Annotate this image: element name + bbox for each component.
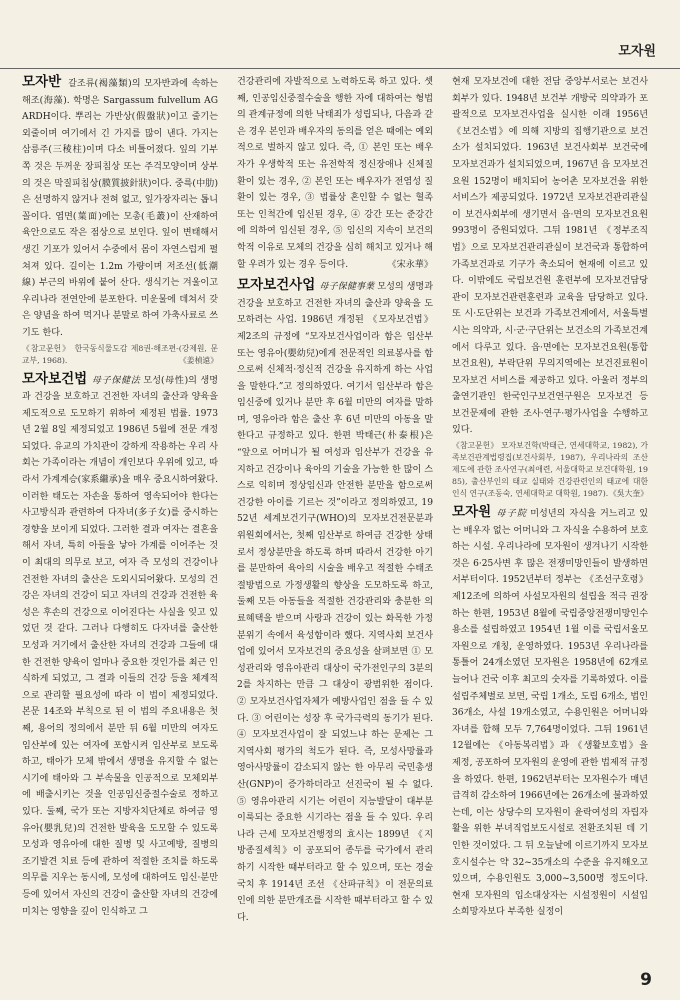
entry-headword: 모자보건법 <box>22 370 88 387</box>
column-2 <box>237 74 433 930</box>
entry-mojabogeonsaeop-cont <box>452 74 648 500</box>
entry-original: 母子院 <box>495 509 528 520</box>
entry-mojaban <box>22 74 218 367</box>
header-rule <box>0 68 680 69</box>
reference-text: 《참고문헌》 한국동식물도감 제8권-해조편-(강제원, 문교부, 1968). <box>22 343 218 365</box>
reference-text: 《참고문헌》 모자보건학(박태근, 연세대학교, 1982), 가족보건관계법령집(보건사회부, 1987), 우리나라의 조산제도에 관한 조사연구(최애련, 서울대학교 보건대학원, 1985), 출산부인의 태교 실태와 건강관련인의 태교에 대한 인식 연구(조동숙, 연세대학교 대학원, 1987). <box>452 441 649 499</box>
page-number: 9 <box>640 970 652 990</box>
entry-body: 모성(母性)의 생명과 건강을 보호하고 건전한 자녀의 출산과 양육을 제도적으로 도모하기 위하여 제정된 법률. 1973년 2월 8일 제정되었고 1986년 5월에 전문 개정되었다. 유교의 가치관이 강하게 작용하는 우리 사회는 가족이라는 개념이 개인보다 우위에 있고, 따라서 가계계승(家系繼承)을 매우 중요시하여왔다. 이러한 태도는 자손을 통하여 영속되어야 한다는 사고방식과 관련하여 다자녀(多子女)를 중시하는 경향을 보이게 되었다. 그러한 결과 여자는 결혼을 해서 자녀, 특히 아들을 낳아 가계를 이어주는 것이 최대의 의무로 보고, 여자 즉 모성의 건강이나 건전한 자녀의 출산은 도외시되어왔다. 모성의 건강은 자녀의 건강이 되고 자녀의 건강과 건전한 육성은 후손의 건강으로 이어진다는 사실을 잊고 있었던 것 같다. 그러나 다행히도 다자녀를 출산한 모성과 거기에서 출산한 자녀의 건강과 그들에 대한 건전한 양육이 얼마나 중요한 것인가를 최근 인식하게 되었고, 그 결과 이들의 건강 등을 체계적으로 관리할 필요성에 따라 이 법이 제정되었다. 본문 14조와 부칙으로 된 이 법의 주요내용은 첫째, 용어의 정의에서 분만 뒤 6월 미만의 여자도 임산부에 있는 여자에 포함시켜 임산부로 보도록 하고, 태아가 모체 밖에서 생명을 유지할 수 없는 시기에 태아와 그 부속물을 인공적으로 모체외부에 배출시키는 것을 인공임신중절수술로 정하고 있다. 둘째, 국가 또는 지방자치단체로 하여금 영유아(嬰乳兒)의 건전한 발육을 도모할 수 있도록 모성과 영유아에 대한 질병 및 사고예방, 질병의 조기발견 치료 등에 관하여 적절한 조치를 하도록 의무를 지우는 동시에, 모성에 대하여도 임신·분만 등에 있어서 자신의 건강이 출산할 자녀의 건강에 미치는 영향을 깊이 인식하고 그 <box>22 375 218 917</box>
entry-body: 갈조류(褐藻類)의 모자반과에 속하는 해조(海藻). 학명은 Sargassum fulvellum AGARDH이다. 뿌리는 가반상(假盤狀)이고 줄기는 외줄이며 여기에서 긴 가지를 많이 낸다. 가지는 삼릉주(三稜柱)이며 다소 비틀어졌다. 잎의 기부쪽 것은 두꺼운 장피침상 또는 주걱모양이며 상부의 것은 막질피침상(膜質披針狀)이다. 중륵(中肋)은 선명하지 않거나 전혀 없고, 잎가장자리는 톱니꼴이다. 엽면(葉面)에는 모총(毛叢)이 산재하여 육안으로도 작은 점상으로 보인다. 잎이 변태해서 생긴 기포가 있어서 수중에서 몸이 자연스럽게 펼쳐져 있다. 길이는 1.2m 가량이며 저조선(低潮線) 부근의 바위에 붙어 산다. 생식기는 겨울이고 우리나라 전연안에 분포한다. 미운물에 데쳐서 갖은 양념을 하여 먹거나 분말로 하여 가축사료로 쓰기도 한다. <box>22 79 218 338</box>
entry-reference <box>452 440 648 500</box>
entry-reference <box>22 343 218 367</box>
entry-mojabogeonbeop <box>22 371 218 921</box>
entry-headword: 모자반 <box>22 74 62 90</box>
entry-headword: 모자보건사업 <box>237 277 316 294</box>
entry-body: 모성의 생명과 건강을 보호하고 건전한 자녀의 출산과 양육을 도모하려는 사업. 1986년 개정된 《모자보건법》 제2조의 규정에 “모자보건사업이라 함은 임산부 또는 영유아(嬰幼兒)에게 전문적인 의료봉사를 함으로써 신체적·정신적 건강을 유지하게 하는 사업을 말한다.”고 정의하였다. 여기서 임산부라 함은 임신중에 있거나 분만 후 6월 미만의 여자를 말하며, 영유아라 함은 출산 후 6년 미만의 아동을 말한다고 규정하고 있다. 한편 박태근(朴泰根)은 “앞으로 어머니가 될 여성과 임산부가 건강을 유지하고 건강이나 육아의 기술을 가능한 한 많이 스스로 익히며 정상임신과 안전한 분만을 함으로써 건강한 아이를 기르는 것”이라고 정의하였고, 1952년 세계보건기구(WHO)의 모자보건전문분과위원회에서는, 첫째 임산부로 하여금 건강한 상태로서 정상분만을 하도록 하며 따라서 건강한 아기를 분만하여 육아의 시술을 배우고 적절한 수태조절방법으로 가정생활의 향상을 도모하도록 하고, 둘째 모든 아동들을 적절한 건강관리와 충분한 의료혜택을 받으며 사랑과 건강이 있는 화목한 가정분위기 속에서 육성함이라 했다. 지역사회 보건사업에 있어서 모자보건의 중요성을 살펴보면 ① 모성관리와 영유아관리 대상이 국가전인구의 3분의 2를 차지하는 만큼 그 대상이 광범위한 점이다. ② 모자보건사업자체가 예방사업인 점을 들 수 있다. ③ 어린이는 성장 후 국가극력의 동기가 된다. ④ 모자보건사업이 잘 되었느냐 하는 문제는 그 지역사회 평가의 척도가 된다. 즉, 모성사망률과 영아사망률이 감소되지 않는 한 아무리 국민총생산(GNP)이 증가하더라고 선진국이 될 수 없다. ⑤ 영유아관리 시기는 어린이 지능발달이 대부분 이룩되는 중요한 시기라는 점을 들 수 있다. 우리나라 근세 모자보건행정의 효시는 1899년 《지방종질세칙》이 공포되어 종두를 국가에서 관리하기 시작한 때부터라고 할 수 있으며, 또는 경술국치 후 1914년 조선 《산파규칙》이 전문의료인에 의한 분만개조를 시작한 때부터라고 할 수 있다. <box>237 282 433 923</box>
entry-mojabogeonbeop-cont <box>237 74 433 273</box>
entry-body: 미성년의 자식을 거느리고 있는 배우자 없는 어머니와 그 자식을 수용하여 보호하는 시설. 우리나라에 모자원이 생겨나기 시작한 것은 6·25사변 후 많은 전쟁미망인들이 발생하면서부터이다. 1952년부터 정부는 《조선구호령》 제12조에 의하여 사설모자원의 설립을 적극 권장하는 한편, 1953년 8월에 국립중앙전쟁미망인수용소를 설립하였고 1954년 1월 이를 국립서울모자원으로 개칭, 운영하였다. 1953년 우리나라를 통틀어 24개소였던 모자원은 1958년에 62개로 늘어나 건국 이후 최고의 숫자를 기록하였다. 이를 설립주체별로 보면, 국립 1개소, 도립 6개소, 법인 36개소, 사설 19개소였고, 수용인원은 어머니와 자녀를 합해 모두 7,764명이었다. 그뒤 1961년 12월에는 《아동복리법》과 《생활보호법》을 제정, 공포하여 모자원의 운영에 관한 법제적 규정을 하였다. 한편, 1962년부터는 모자원수가 매년 급격히 감소하여 1966년에는 26개소에 불과하였는데, 이는 상당수의 모자원이 윤락여성의 자립자활을 위한 부녀직업보도시설로 전환조치된 데 기인한 것이었다. 그 뒤 오늘날에 이르기까지 모자보호시설수는 약 32~35개소의 수준을 유지해오고 있으며, 수용인원도 3,000~3,500명 정도이다. 현재 모자원의 입소대상자는 시설정원이 시설입소희망자보다 부족한 실정이 <box>452 509 648 918</box>
entry-headword: 모자원 <box>452 504 492 521</box>
column-3 <box>452 74 648 925</box>
entry-body: 건강관리에 자발적으로 노력하도록 하고 있다. 셋째, 인공임신중절수술을 행한 자에 대하여는 형법의 관계규정에 의한 낙태죄가 성립되나, 다음과 같은 경우 본인과 배우자의 동의를 얻은 때에는 예외적으로 벌하지 않고 있다. 즉, ① 본인 또는 배우자가 우생학적 또는 유전학적 정신장애나 신체질환이 있는 경우, ② 본인 또는 배우자가 전염성 질환이 있는 경우, ③ 법률상 혼인할 수 없는 혈족 또는 인척간에 임신된 경우, ④ 강간 또는 준강간에 의하여 임신된 경우, ⑤ 임신의 지속이 보건의학적 이유로 모체의 건강을 심히 해치고 있거나 해할 우려가 있는 경우 등이다. <box>237 77 433 270</box>
entry-author: 《吳大奎》 <box>609 489 648 499</box>
column-1 <box>22 74 218 924</box>
entry-original: 母子保健事業 <box>319 282 375 293</box>
entry-original: 母子保健法 <box>91 375 141 386</box>
entry-author: 《宋永華》 <box>387 259 433 270</box>
entry-mojabogeonsaeop <box>237 277 433 926</box>
entry-body: 현재 모자보건에 대한 전담 중앙부서로는 보건사회부가 있다. 1948년 보건부 개방국 의약과가 포괄적으로 모자보건사업을 실시한 이래 1956년 《보건소법》에 의해 지방의 집행기관으로 보건소가 설치되었다. 1963년 보건사회부 보건국에 모자보건과가 설치되었으며, 1967년 읍 모자보건요원 152명이 배치되어 농어촌 모자보건을 위한 서비스가 제공되었다. 1972년 모자보건관리관실이 보건사회부에 생기면서 읍·면의 모자보건요원 993명이 증원되었다. 그뒤 1981년 《정부조직법》으로 모자보건관리관실이 보건국과 통합하여 가족보건과로 기구가 축소되어 현재에 이르고 있다. 이밖에도 국립보건원 훈련부에 모자보건담당관이 모자보건관련훈련과 교육을 담당하고 있다. 또 시·도단위는 보건과 가족보건계에서, 서울특별시는 의약과, 시·군·구단위는 보건소의 가족보건계에서 다루고 있다. 읍·면에는 모자보건요원(통합보건요원), 부락단위 무의지역에는 보건진료원이 모자보건 서비스를 제공하고 있다. 아울러 정부의 출연기관인 한국인구보건연구원은 모자보건 등 보건문제에 관한 조사·연구·평가사업을 수행하고 있다. <box>452 77 648 436</box>
entry-mojawon <box>452 504 648 921</box>
running-head: 모자원 <box>618 44 656 59</box>
entry-author: 《姜楨遠》 <box>179 355 218 365</box>
